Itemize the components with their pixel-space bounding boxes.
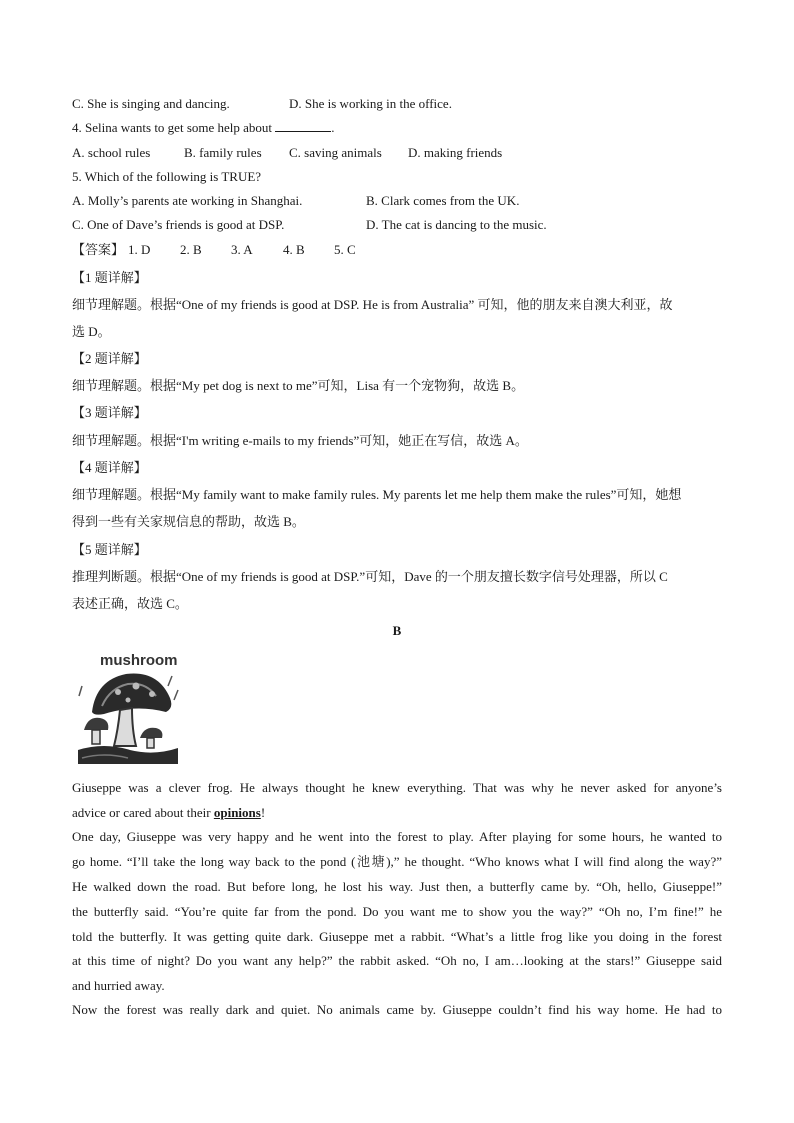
answer-5: 5. C <box>334 242 356 257</box>
keyword-opinions: opinions <box>213 805 261 820</box>
q4-question <box>72 120 335 136</box>
explanation-1-text-cont: 选 D。 <box>72 324 111 339</box>
passage-p2-line3: He walked down the road. But before long, he lost his way. Just then, a butterfly came by. “Oh, hello, Giuseppe!” <box>72 879 722 894</box>
explanation-5-heading: 【5 题详解】 <box>72 542 147 557</box>
passage-p2-line5: told the butterfly. It was getting quite dark. Giuseppe met a rabbit. “What’s a little frog like you doing in the forest <box>72 929 722 944</box>
explanation-4-text: 细节理解题。根据“My family want to make family rules. My parents let me help them make the rules”可知，她想 <box>72 487 682 502</box>
passage-p2-line1: One day, Giuseppe was very happy and he went into the forest to play. After playing for some hours, he wanted to <box>72 829 722 844</box>
explanation-1-heading: 【1 题详解】 <box>72 270 147 285</box>
explanation-3-text: 细节理解题。根据“I'm writing e-mails to my friends”可知，她正在写信，故选 A。 <box>72 433 528 448</box>
passage-p3-line1: Now the forest was really dark and quiet. No animals came by. Giuseppe couldn’t find his way home. He had to <box>72 1002 722 1017</box>
explanation-2-text: 细节理解题。根据“My pet dog is next to me”可知，Lisa 有一个宠物狗，故选 B。 <box>72 378 525 393</box>
q5-option-d: D. The cat is dancing to the music. <box>366 217 547 232</box>
passage-p1-line1: Giuseppe was a clever frog. He always thought he knew everything. That was why he never asked for anyone’s <box>72 780 722 795</box>
q4-option-c: C. saving animals <box>289 145 382 160</box>
answer-2: 2. B <box>180 242 202 257</box>
mushroom-icon <box>74 646 186 768</box>
passage-p2-line6: at this time of night? Do you want any help?” the rabbit asked. “Oh no, I am…looking at the stars!” Giuseppe said <box>72 953 722 968</box>
answer-4: 4. B <box>283 242 305 257</box>
q5-option-a: A. Molly’s parents ate working in Shanghai. <box>72 193 303 208</box>
mushroom-caption: mushroom <box>100 652 178 669</box>
q3-option-d: D. She is working in the office. <box>289 96 452 111</box>
passage-p2-line4: the butterfly said. “You’re quite far from the pond. Do you want me to show you the way?” “Oh no, I’m fine!” he <box>72 904 722 919</box>
explanation-1-text: 细节理解题。根据“One of my friends is good at DSP. He is from Australia” 可知，他的朋友来自澳大利亚，故 <box>72 297 673 312</box>
passage-p2-line7: and hurried away. <box>72 978 165 993</box>
explanation-3-heading: 【3 题详解】 <box>72 405 147 420</box>
passage-p1-line2 <box>72 805 265 821</box>
mushroom-illustration <box>74 646 186 768</box>
answer-blank <box>275 120 331 132</box>
answers-label: 【答案】 <box>72 242 125 257</box>
q4-question-end: . <box>331 120 335 135</box>
q4-question-start: 4. Selina wants to get some help about <box>72 120 273 135</box>
q4-option-b: B. family rules <box>184 145 262 160</box>
q4-option-a: A. school rules <box>72 145 151 160</box>
q5-question: 5. Which of the following is TRUE? <box>72 169 262 184</box>
answer-1: 1. D <box>128 242 151 257</box>
q3-option-c: C. She is singing and dancing. <box>72 96 230 111</box>
passage-p2-line2: go home. “I’ll take the long way back to the pond (池塘),” he thought. “Who knows what I will find along the way?” <box>72 854 722 869</box>
answer-3: 3. A <box>231 242 253 257</box>
section-b-title: B <box>392 623 402 638</box>
q5-option-b: B. Clark comes from the UK. <box>366 193 520 208</box>
explanation-2-heading: 【2 题详解】 <box>72 351 147 366</box>
passage-p1-line2-end: ! <box>260 805 266 820</box>
explanation-5-text: 推理判断题。根据“One of my friends is good at DSP.”可知，Dave 的一个朋友擅长数字信号处理器，所以 C <box>72 569 668 584</box>
explanation-4-text-cont: 得到一些有关家规信息的帮助，故选 B。 <box>72 514 305 529</box>
passage-p1-line2-start: advice or cared about their <box>72 805 211 820</box>
q5-option-c: C. One of Dave’s friends is good at DSP. <box>72 217 285 232</box>
q4-option-d: D. making friends <box>408 145 503 160</box>
explanation-4-heading: 【4 题详解】 <box>72 460 147 475</box>
explanation-5-text-cont: 表述正确，故选 C。 <box>72 596 188 611</box>
